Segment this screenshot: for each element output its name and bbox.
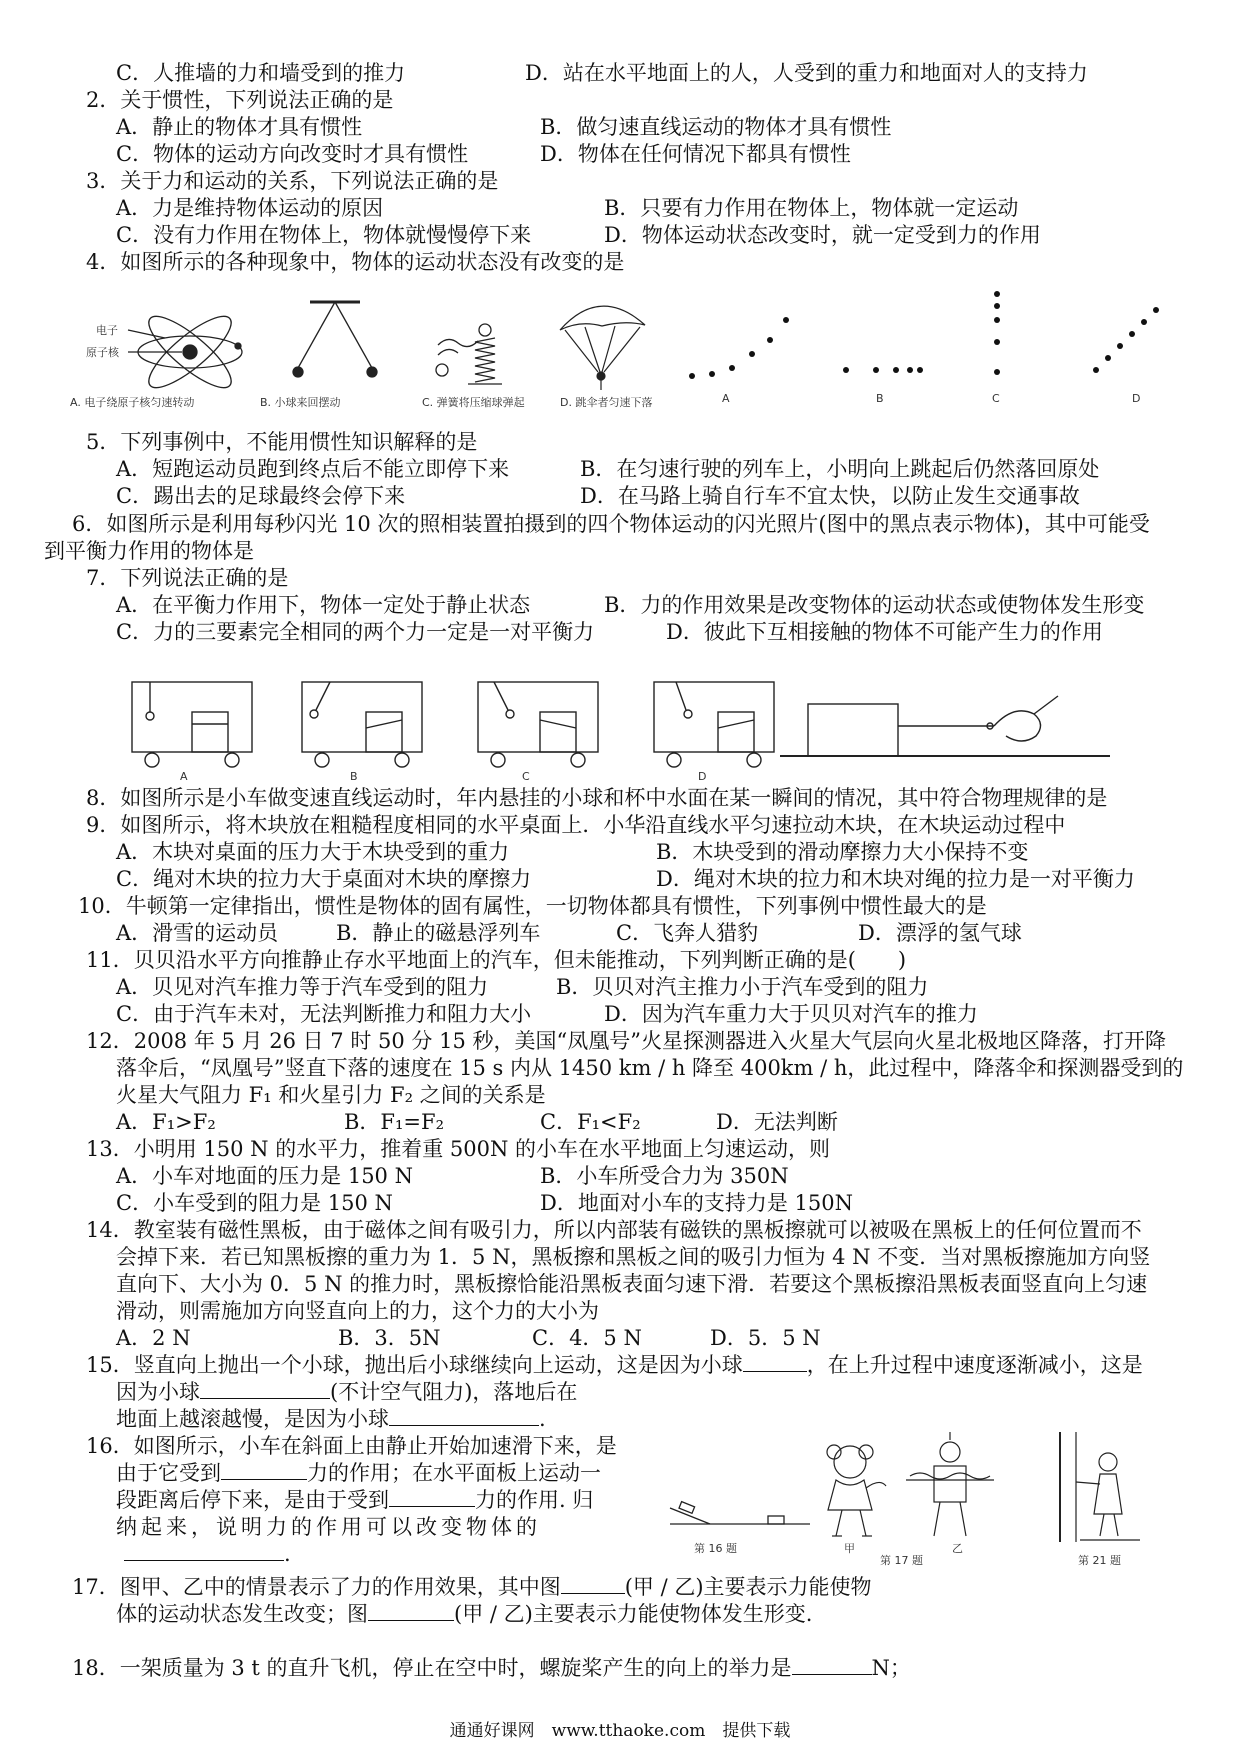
q8-stem: 8．如图所示是小车做变速直线运动时，年内悬挂的小球和杯中水面在某一瞬间的情况，其中符合物理规律的是 — [86, 786, 1108, 810]
q17-line2 — [116, 1601, 813, 1627]
q3-option-d: D．物体运动状态改变时，就一定受到力的作用 — [604, 223, 1041, 247]
q18-line1 — [72, 1655, 911, 1681]
spring-figure — [436, 324, 502, 384]
q12-option-d: D．无法判断 — [716, 1110, 838, 1134]
label-electron: 电子 — [96, 324, 118, 337]
q6-stem-line1: 6．如图所示是利用每秒闪光 10 次的照相装置拍摄到的四个物体运动的闪光照片(图中的黑点表示物体)，其中可能受 — [72, 512, 1150, 536]
q12-option-a: A．F₁>F₂ — [116, 1110, 216, 1134]
page-footer: 通通好课网 www.tthaoke.com 提供下载 — [449, 1721, 791, 1741]
incline-cart-figure — [670, 1502, 810, 1524]
q9-option-a: A．木块对桌面的压力大于木块受到的重力 — [116, 840, 510, 864]
q3-option-b: B．只要有力作用在物体上，物体就一定运动 — [604, 196, 1019, 220]
q9-option-b: B．木块受到的滑动摩擦力大小保持不变 — [656, 840, 1029, 864]
girl-wall-figure — [1060, 1432, 1140, 1542]
q16-text-2: 力的作用；在水平面板上运动一 — [307, 1461, 601, 1485]
q11-option-d: D．因为汽车重力大于贝贝对汽车的推力 — [604, 1002, 978, 1026]
flash-photo-d — [1093, 307, 1159, 373]
q13-stem: 13．小明用 150 N 的水平力，推着重 500N 的小车在水平地面上匀速运动，则 — [86, 1137, 831, 1161]
flash-label-b: B — [876, 392, 884, 405]
q15-text-4: (不计空气阻力)，落地后在 — [330, 1380, 578, 1404]
q6-stem-line2: 到平衡力作用的物体是 — [44, 539, 254, 563]
q17-text-1: 17．图甲、乙中的情景表示了力的作用效果，其中图 — [72, 1575, 561, 1599]
q11-option-b: B．贝贝对汽主推力小于汽车受到的阻力 — [556, 975, 929, 999]
q7-option-c: C．力的三要素完全相同的两个力一定是一对平衡力 — [116, 620, 595, 644]
q16-blank-3[interactable] — [124, 1542, 284, 1561]
flash-photo-a — [689, 317, 789, 379]
q15-text-2: ，在上升过程中速度逐渐减小，这是 — [806, 1353, 1143, 1377]
q16-blank-2[interactable] — [389, 1488, 475, 1507]
caption-fig4-b: B. 小球来回摆动 — [260, 396, 341, 409]
cart-label-a: A — [180, 770, 188, 783]
q15-blank-3[interactable] — [389, 1407, 539, 1426]
q15-blank-1[interactable] — [743, 1353, 807, 1372]
figure-q16-q17 — [660, 1432, 1180, 1572]
label-jia: 甲 — [844, 1542, 855, 1555]
atom-figure — [128, 306, 242, 397]
q5-option-d: D．在马路上骑自行车不宜太快，以防止发生交通事故 — [580, 484, 1080, 508]
q15-line1 — [86, 1352, 1143, 1378]
cart-figure-c — [478, 682, 598, 767]
q16-line5: . — [124, 1541, 291, 1567]
q16-blank-1[interactable] — [221, 1461, 307, 1480]
q16-text-1: 由于它受到 — [116, 1461, 221, 1485]
q1-option-d: D．站在水平地面上的人，人受到的重力和地面对人的支持力 — [525, 61, 1088, 85]
cart-figure-d — [654, 682, 774, 767]
q17-text-3: 体的运动状态发生改变；图 — [116, 1602, 368, 1626]
q14-option-d: D．5．5 N — [710, 1326, 821, 1350]
parachute-figure — [560, 306, 645, 390]
q14-option-b: B．3．5N — [338, 1326, 441, 1350]
q14-stem-line3: 直向下、大小为 0．5 N 的推力时，黑板擦恰能沿黑板表面匀速下滑．若要这个黑板擦沿黑板表面竖直向上匀速 — [116, 1272, 1148, 1296]
q7-option-d: D．彼此下互相接触的物体不可能产生力的作用 — [666, 620, 1103, 644]
q12-option-b: B．F₁=F₂ — [344, 1110, 445, 1134]
q1-option-c: C．人推墙的力和墙受到的推力 — [116, 61, 406, 85]
q9-option-d: D．绳对木块的拉力和木块对绳的拉力是一对平衡力 — [656, 867, 1135, 891]
q10-option-c: C．飞奔人猎豹 — [616, 921, 759, 945]
q7-option-a: A．在平衡力作用下，物体一定处于静止状态 — [116, 593, 531, 617]
q9-stem: 9．如图所示，将木块放在粗糙程度相同的水平桌面上．小华沿直线水平匀速拉动木块，在木块运动过程中 — [86, 813, 1066, 837]
q5-option-b: B．在匀速行驶的列车上，小明向上跳起后仍然落回原处 — [580, 457, 1100, 481]
label-nucleus: 原子核 — [86, 346, 119, 359]
q4-stem: 4．如图所示的各种现象中，物体的运动状态没有改变的是 — [86, 250, 625, 274]
q14-option-a: A．2 N — [116, 1326, 191, 1350]
caption-fig4-a: A. 电子绕原子核匀速转动 — [70, 396, 195, 409]
caption-fig4-d: D. 跳伞者匀速下落 — [560, 396, 653, 409]
q16-line1: 16．如图所示，小车在斜面上由静止开始加速滑下来，是 — [86, 1434, 617, 1458]
q2-option-a: A．静止的物体才具有惯性 — [116, 115, 363, 139]
caption-fig4-c: C. 弹簧将压缩球弹起 — [422, 396, 525, 409]
q5-option-c: C．踢出去的足球最终会停下来 — [116, 484, 406, 508]
person-figure-yi — [906, 1432, 994, 1536]
q15-line3: 地面上越滚越慢，是因为小球 . — [116, 1407, 546, 1431]
caption-q21: 第 21 题 — [1078, 1554, 1121, 1567]
q15-line2 — [116, 1379, 577, 1405]
cart-label-c: C — [522, 770, 530, 783]
q16-line2 — [116, 1460, 601, 1486]
q14-stem-line1: 14．教室装有磁性黑板，由于磁体之间有吸引力，所以内部装有磁铁的黑板擦就可以被吸在黑板上的任何位置而不 — [86, 1218, 1142, 1242]
block-pull-figure — [780, 696, 1110, 756]
flash-photo-c — [994, 290, 1000, 375]
q2-option-c: C．物体的运动方向改变时才具有惯性 — [116, 142, 469, 166]
q10-option-d: D．漂浮的氢气球 — [858, 921, 1022, 945]
q16-text-3: 段距离后停下来，是由于受到 — [116, 1488, 389, 1512]
q18-text-2: N； — [871, 1656, 911, 1680]
caption-q17: 第 17 题 — [880, 1554, 923, 1567]
q14-stem-line4: 滑动，则需施加方向竖直向上的力，这个力的大小为 — [116, 1299, 599, 1323]
q15-blank-2[interactable] — [200, 1380, 330, 1399]
q5-option-a: A．短跑运动员跑到终点后不能立即停下来 — [116, 457, 510, 481]
q10-stem: 10．牛顿第一定律指出，惯性是物体的固有属性，一切物体都具有惯性，下列事例中惯性最大的是 — [78, 894, 987, 918]
q12-stem-line1: 12．2008 年 5 月 26 日 7 时 50 分 15 秒，美国“凤凰号”火星探测器进入火星大气层向火星北极地区降落，打开降 — [86, 1029, 1166, 1053]
q7-option-b: B．力的作用效果是改变物体的运动状态或使物体发生形变 — [604, 593, 1145, 617]
q16-text-4: 力的作用. 归 — [475, 1488, 594, 1512]
q7-stem: 7．下列说法正确的是 — [86, 566, 289, 590]
q14-stem-line2: 会掉下来．若已知黑板擦的重力为 1．5 N，黑板擦和黑板之间的吸引力恒为 4 N 不变．当对黑板擦施加方向竖 — [116, 1245, 1151, 1269]
q11-option-a: A．贝见对汽车推力等于汽车受到的阻力 — [116, 975, 489, 999]
q15-text-3: 因为小球 — [116, 1380, 200, 1404]
q17-line1 — [72, 1574, 872, 1600]
cart-label-b: B — [350, 770, 358, 783]
flash-label-c: C — [992, 392, 1000, 405]
q13-option-c: C．小车受到的阻力是 150 N — [116, 1191, 393, 1215]
q18-blank-1[interactable] — [792, 1656, 872, 1675]
cart-figure-b — [302, 682, 422, 767]
q10-option-a: A．滑雪的运动员 — [116, 921, 279, 945]
q13-option-d: D．地面对小车的支持力是 150N — [540, 1191, 853, 1215]
q17-text-4: (甲 / 乙)主要表示力能使物体发生形变. — [454, 1602, 813, 1626]
child-figure-jia — [827, 1445, 886, 1536]
q17-blank-1[interactable] — [561, 1575, 625, 1594]
q11-option-c: C．由于汽车未对，无法判断推力和阻力大小 — [116, 1002, 532, 1026]
figure-q8-q9 — [120, 676, 1140, 786]
q12-stem-line3: 火星大气阻力 F₁ 和火星引力 F₂ 之间的关系是 — [116, 1083, 546, 1107]
flash-label-d: D — [1132, 392, 1141, 405]
q5-stem: 5．下列事例中，不能用惯性知识解释的是 — [86, 430, 478, 454]
q16-line4: 纳起来，说明力的作用可以改变物体的 — [116, 1515, 541, 1539]
cart-label-d: D — [698, 770, 707, 783]
q3-stem: 3．关于力和运动的关系，下列说法正确的是 — [86, 169, 499, 193]
q11-stem: 11．贝贝沿水平方向推静止存水平地面上的汽车，但未能推动，下列判断正确的是( ) — [86, 948, 907, 972]
q15-text-1: 15．竖直向上抛出一个小球，抛出后小球继续向上运动，这是因为小球 — [86, 1353, 743, 1377]
q12-option-c: C．F₁<F₂ — [540, 1110, 641, 1134]
q13-option-b: B．小车所受合力为 350N — [540, 1164, 789, 1188]
figure-q4-q6 — [70, 290, 1180, 420]
q13-option-a: A．小车对地面的压力是 150 N — [116, 1164, 413, 1188]
q2-stem: 2．关于惯性，下列说法正确的是 — [86, 88, 394, 112]
q2-option-b: B．做匀速直线运动的物体才具有惯性 — [540, 115, 892, 139]
q12-stem-line2: 落伞后，“凤凰号”竖直下落的速度在 15 s 内从 1450 km / h 降至 400km / h，此过程中，降落伞和探测器受到的 — [116, 1056, 1184, 1080]
q17-blank-2[interactable] — [368, 1602, 454, 1621]
q3-option-c: C．没有力作用在物体上，物体就慢慢停下来 — [116, 223, 532, 247]
flash-label-a: A — [722, 392, 730, 405]
q18-text-1: 18．一架质量为 3 t 的直升飞机，停止在空中时，螺旋桨产生的向上的举力是 — [72, 1656, 792, 1680]
q2-option-d: D．物体在任何情况下都具有惯性 — [540, 142, 851, 166]
pendulum-figure — [293, 302, 377, 377]
q3-option-a: A．力是维持物体运动的原因 — [116, 196, 384, 220]
flash-photo-b — [843, 367, 923, 373]
label-yi: 乙 — [952, 1542, 963, 1555]
q15-text-5: 地面上越滚越慢，是因为小球 — [116, 1407, 389, 1431]
q14-option-c: C．4．5 N — [532, 1326, 642, 1350]
q10-option-b: B．静止的磁悬浮列车 — [336, 921, 541, 945]
cart-figure-a — [132, 682, 252, 767]
q17-text-2: (甲 / 乙)主要表示力能使物 — [624, 1575, 872, 1599]
q16-line3 — [116, 1487, 593, 1513]
q9-option-c: C．绳对木块的拉力大于桌面对木块的摩擦力 — [116, 867, 532, 891]
caption-q16: 第 16 题 — [694, 1542, 737, 1555]
